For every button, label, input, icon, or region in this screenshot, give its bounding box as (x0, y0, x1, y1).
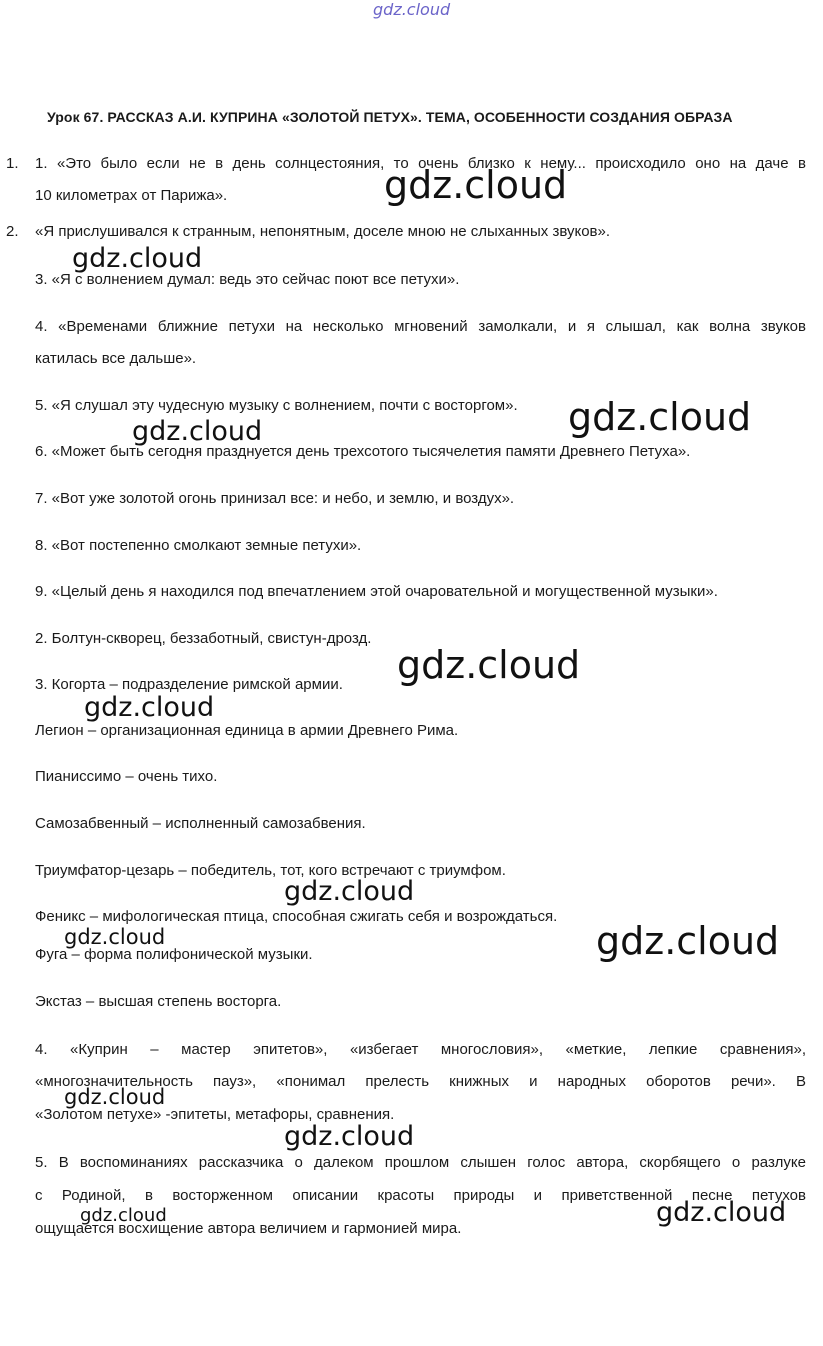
watermark: gdz.cloud (64, 925, 166, 949)
quote-5: 5. «Я слушал эту чудесную музыку с волнением, почти с восторгом». (35, 397, 518, 414)
watermark: gdz.cloud (84, 692, 215, 723)
watermark: gdz.cloud (656, 1197, 787, 1228)
watermark: gdz.cloud (397, 643, 581, 687)
list-marker: 2. (6, 223, 19, 240)
definition: Фуга – форма полифонической музыки. (35, 946, 313, 963)
watermark: gdz.cloud (384, 163, 568, 207)
watermark: gdz.cloud (64, 1085, 166, 1109)
answer-4-line-2: «многозначительность пауз», «понимал прелесть книжных и народных оборотов речи». В (35, 1073, 806, 1090)
definition: Феникс – мифологическая птица, способная сжигать себя и возрождаться. (35, 908, 558, 925)
answer-2: 2. Болтун-скворец, беззаботный, свистун-дрозд. (35, 630, 372, 647)
watermark: gdz.cloud (80, 1205, 167, 1226)
quote-4-line-2: катилась все дальше». (35, 350, 197, 367)
watermark: gdz.cloud (72, 243, 203, 274)
quote-7: 7. «Вот уже золотой огонь принизал все: и небо, и землю, и воздух». (35, 490, 515, 507)
answer-4-line-3: «Золотом петухе» -эпитеты, метафоры, сравнения. (35, 1106, 395, 1123)
definition: Пианиссимо – очень тихо. (35, 768, 218, 785)
quote-1-line-2: 10 километрах от Парижа». (35, 187, 228, 204)
watermark-top: gdz.cloud (373, 0, 451, 19)
watermark: gdz.cloud (284, 1121, 415, 1152)
definition: Триумфатор-цезарь – победитель, тот, кого встречают с триумфом. (35, 862, 506, 879)
watermark: gdz.cloud (284, 876, 415, 907)
definition: Самозабвенный – исполненный самозабвения. (35, 815, 366, 832)
definition: 3. Когорта – подразделение римской армии. (35, 676, 343, 693)
quote-4-line-1: 4. «Временами ближние петухи на несколько мгновений замолкали, и я слышал, как волна звуков (35, 318, 806, 335)
definition: Легион – организационная единица в армии Древнего Рима. (35, 722, 459, 739)
lesson-title: Урок 67. РАССКАЗ А.И. КУПРИНА «ЗОЛОТОЙ ПЕТУХ». ТЕМА, ОСОБЕННОСТИ СОЗДАНИЯ ОБРАЗА (47, 109, 733, 125)
quote-9: 9. «Целый день я находился под впечатлением этой очаровательной и могущественной музыки». (35, 583, 718, 600)
quote-8: 8. «Вот постепенно смолкают земные петухи». (35, 537, 362, 554)
answer-5-line-3: ощущается восхищение автора величием и гармонией мира. (35, 1220, 462, 1237)
quote-1-line-1: 1. «Это было если не в день солнцестояния, то очень близко к нему... происходило оно на даче в (35, 155, 806, 172)
definition: Экстаз – высшая степень восторга. (35, 993, 282, 1010)
answer-4-line-1: 4. «Куприн – мастер эпитетов», «избегает многословия», «меткие, лепкие сравнения», (35, 1041, 806, 1058)
answer-5-line-1: 5. В воспоминаниях рассказчика о далеком прошлом слышен голос автора, скорбящего о разлуке (35, 1154, 806, 1171)
quote-6: 6. «Может быть сегодня празднуется день трехсотого тысячелетия памяти Древнего Петуха». (35, 443, 691, 460)
answer-5-line-2: с Родиной, в восторженном описании красоты природы и приветственной песне петухов (35, 1187, 806, 1204)
quote-2: «Я прислушивался к странным, непонятным, доселе мною не слыханных звуков». (35, 223, 611, 240)
watermark: gdz.cloud (132, 416, 263, 447)
watermark: gdz.cloud (596, 919, 780, 963)
list-marker: 1. (6, 155, 19, 172)
quote-3: 3. «Я с волнением думал: ведь это сейчас поют все петухи». (35, 271, 460, 288)
watermark: gdz.cloud (568, 395, 752, 439)
